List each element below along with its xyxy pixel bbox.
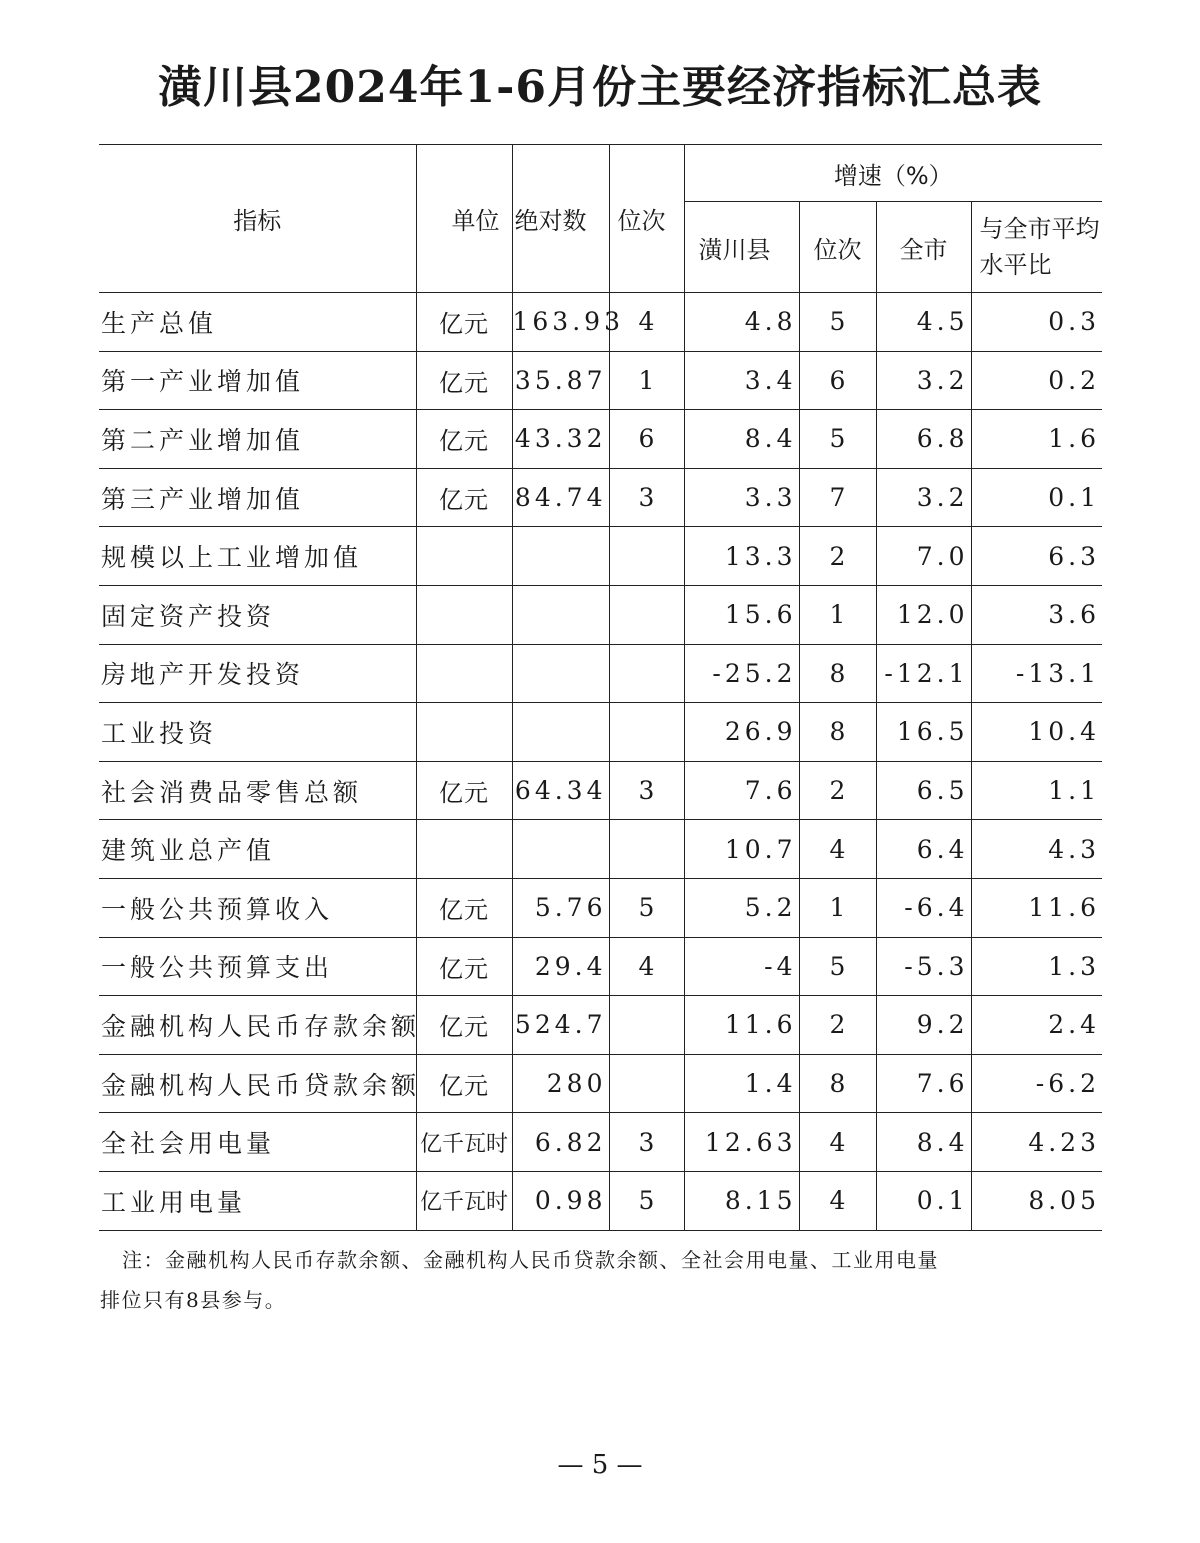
cell-city-growth: 12.0: [876, 585, 971, 644]
cell-compare: 6.3: [971, 527, 1102, 586]
cell-compare: -6.2: [971, 1054, 1102, 1113]
cell-growth-rank: 5: [799, 410, 876, 469]
cell-indicator: 金融机构人民币存款余额: [99, 996, 416, 1055]
cell-rank: 5: [609, 878, 684, 937]
cell-indicator: 建筑业总产值: [99, 820, 416, 879]
cell-indicator: 第二产业增加值: [99, 410, 416, 469]
cell-absolute: [512, 585, 609, 644]
cell-indicator: 全社会用电量: [99, 1113, 416, 1172]
cell-absolute: 43.32: [512, 410, 609, 469]
cell-city-growth: 9.2: [876, 996, 971, 1055]
cell-indicator: 社会消费品零售总额: [99, 761, 416, 820]
cell-unit: [416, 703, 512, 762]
header-county: 潢川县: [684, 202, 799, 293]
cell-unit: [416, 585, 512, 644]
cell-unit: 亿元: [416, 996, 512, 1055]
cell-unit: 亿元: [416, 351, 512, 410]
cell-compare: 3.6: [971, 585, 1102, 644]
cell-indicator: 房地产开发投资: [99, 644, 416, 703]
cell-compare: 1.3: [971, 937, 1102, 996]
footnote-line-1: 注：金融机构人民币存款余额、金融机构人民币贷款余额、全社会用电量、工业用电量: [122, 1248, 939, 1272]
table-row: [99, 644, 1102, 703]
table-body: [99, 293, 1102, 1231]
cell-absolute: [512, 820, 609, 879]
cell-rank: 6: [609, 410, 684, 469]
cell-indicator: 一般公共预算支出: [99, 937, 416, 996]
table-row: [99, 351, 1102, 410]
cell-growth-rank: 8: [799, 703, 876, 762]
cell-growth-rank: 5: [799, 293, 876, 352]
cell-compare: 0.1: [971, 468, 1102, 527]
cell-city-growth: 7.6: [876, 1054, 971, 1113]
cell-absolute: 280: [512, 1054, 609, 1113]
cell-county-growth: 3.4: [684, 351, 799, 410]
cell-unit: 亿元: [416, 468, 512, 527]
cell-growth-rank: 4: [799, 1171, 876, 1230]
cell-absolute: 0.98: [512, 1171, 609, 1230]
cell-growth-rank: 4: [799, 1113, 876, 1172]
cell-absolute: 29.4: [512, 937, 609, 996]
cell-unit: [416, 527, 512, 586]
cell-compare: 4.3: [971, 820, 1102, 879]
table-row: [99, 996, 1102, 1055]
cell-city-growth: 3.2: [876, 468, 971, 527]
cell-growth-rank: 6: [799, 351, 876, 410]
cell-absolute: 524.7: [512, 996, 609, 1055]
cell-unit: 亿元: [416, 410, 512, 469]
cell-city-growth: 6.5: [876, 761, 971, 820]
cell-growth-rank: 4: [799, 820, 876, 879]
footnote: [100, 1240, 1060, 1320]
cell-absolute: 84.74: [512, 468, 609, 527]
cell-rank: [609, 820, 684, 879]
cell-unit: [416, 820, 512, 879]
cell-county-growth: 15.6: [684, 585, 799, 644]
cell-growth-rank: 8: [799, 644, 876, 703]
indicators-table: [99, 144, 1102, 1231]
cell-city-growth: -6.4: [876, 878, 971, 937]
cell-rank: [609, 703, 684, 762]
cell-indicator: 生产总值: [99, 293, 416, 352]
header-rank: 位次: [609, 145, 684, 293]
cell-city-growth: 16.5: [876, 703, 971, 762]
table-row: [99, 1113, 1102, 1172]
table-row: [99, 410, 1102, 469]
cell-indicator: 金融机构人民币贷款余额: [99, 1054, 416, 1113]
cell-rank: 4: [609, 937, 684, 996]
cell-absolute: 6.82: [512, 1113, 609, 1172]
cell-county-growth: 8.4: [684, 410, 799, 469]
page-title: 潢川县2024年1-6月份主要经济指标汇总表: [158, 62, 1042, 113]
cell-growth-rank: 7: [799, 468, 876, 527]
cell-county-growth: 1.4: [684, 1054, 799, 1113]
cell-absolute: 163.93: [512, 293, 609, 352]
cell-compare: 11.6: [971, 878, 1102, 937]
cell-rank: [609, 527, 684, 586]
cell-county-growth: 26.9: [684, 703, 799, 762]
table-row: [99, 820, 1102, 879]
cell-indicator: 工业用电量: [99, 1171, 416, 1230]
cell-compare: 1.1: [971, 761, 1102, 820]
cell-absolute: [512, 644, 609, 703]
cell-city-growth: 4.5: [876, 293, 971, 352]
cell-absolute: [512, 527, 609, 586]
cell-county-growth: -25.2: [684, 644, 799, 703]
cell-compare: 0.3: [971, 293, 1102, 352]
cell-indicator: 第三产业增加值: [99, 468, 416, 527]
cell-growth-rank: 2: [799, 761, 876, 820]
cell-unit: 亿元: [416, 1054, 512, 1113]
table-row: [99, 293, 1102, 352]
cell-county-growth: 7.6: [684, 761, 799, 820]
cell-unit: 亿元: [416, 878, 512, 937]
table-row: [99, 1054, 1102, 1113]
cell-absolute: 5.76: [512, 878, 609, 937]
cell-indicator: 固定资产投资: [99, 585, 416, 644]
cell-county-growth: 11.6: [684, 996, 799, 1055]
cell-unit: 亿千瓦时: [416, 1113, 512, 1172]
page-number: — 5 —: [557, 1450, 643, 1480]
cell-city-growth: -5.3: [876, 937, 971, 996]
cell-compare: 10.4: [971, 703, 1102, 762]
cell-growth-rank: 5: [799, 937, 876, 996]
cell-county-growth: 12.63: [684, 1113, 799, 1172]
cell-indicator: 工业投资: [99, 703, 416, 762]
cell-rank: 3: [609, 761, 684, 820]
cell-unit: 亿元: [416, 937, 512, 996]
table-row: [99, 585, 1102, 644]
cell-compare: 2.4: [971, 996, 1102, 1055]
table-row: [99, 878, 1102, 937]
cell-rank: [609, 644, 684, 703]
cell-city-growth: 8.4: [876, 1113, 971, 1172]
cell-rank: [609, 585, 684, 644]
cell-rank: 3: [609, 1113, 684, 1172]
cell-absolute: 64.34: [512, 761, 609, 820]
cell-compare: 1.6: [971, 410, 1102, 469]
cell-indicator: 一般公共预算收入: [99, 878, 416, 937]
cell-county-growth: 5.2: [684, 878, 799, 937]
header-growth: 增速（%）: [684, 145, 1102, 202]
cell-compare: 0.2: [971, 351, 1102, 410]
cell-compare: 4.23: [971, 1113, 1102, 1172]
cell-compare: 8.05: [971, 1171, 1102, 1230]
cell-city-growth: 7.0: [876, 527, 971, 586]
cell-absolute: [512, 703, 609, 762]
footnote-line-2: 排位只有8县参与。: [100, 1288, 287, 1312]
cell-growth-rank: 8: [799, 1054, 876, 1113]
cell-city-growth: 6.8: [876, 410, 971, 469]
cell-city-growth: 3.2: [876, 351, 971, 410]
cell-rank: [609, 1054, 684, 1113]
table-row: [99, 937, 1102, 996]
cell-city-growth: 6.4: [876, 820, 971, 879]
table-row: [99, 761, 1102, 820]
cell-unit: 亿元: [416, 293, 512, 352]
header-growth-rank: 位次: [799, 202, 876, 293]
cell-county-growth: 10.7: [684, 820, 799, 879]
cell-unit: [416, 644, 512, 703]
cell-growth-rank: 2: [799, 996, 876, 1055]
cell-indicator: 规模以上工业增加值: [99, 527, 416, 586]
table-row: [99, 703, 1102, 762]
cell-rank: 4: [609, 293, 684, 352]
cell-absolute: 35.87: [512, 351, 609, 410]
header-unit: 单位: [416, 145, 512, 293]
cell-county-growth: -4: [684, 937, 799, 996]
cell-county-growth: 3.3: [684, 468, 799, 527]
header-compare: 与全市平均水平比: [971, 202, 1102, 293]
header-indicator: 指标: [99, 145, 416, 293]
cell-unit: 亿千瓦时: [416, 1171, 512, 1230]
cell-rank: 3: [609, 468, 684, 527]
cell-indicator: 第一产业增加值: [99, 351, 416, 410]
cell-growth-rank: 1: [799, 585, 876, 644]
cell-growth-rank: 1: [799, 878, 876, 937]
cell-county-growth: 8.15: [684, 1171, 799, 1230]
cell-rank: 1: [609, 351, 684, 410]
cell-rank: [609, 996, 684, 1055]
table-row: [99, 1171, 1102, 1230]
header-city: 全市: [876, 202, 971, 293]
cell-rank: 5: [609, 1171, 684, 1230]
cell-unit: 亿元: [416, 761, 512, 820]
table-row: [99, 468, 1102, 527]
header-absolute: 绝对数: [512, 145, 609, 293]
cell-county-growth: 4.8: [684, 293, 799, 352]
cell-growth-rank: 2: [799, 527, 876, 586]
cell-compare: -13.1: [971, 644, 1102, 703]
cell-city-growth: 0.1: [876, 1171, 971, 1230]
table-row: [99, 527, 1102, 586]
cell-county-growth: 13.3: [684, 527, 799, 586]
cell-city-growth: -12.1: [876, 644, 971, 703]
